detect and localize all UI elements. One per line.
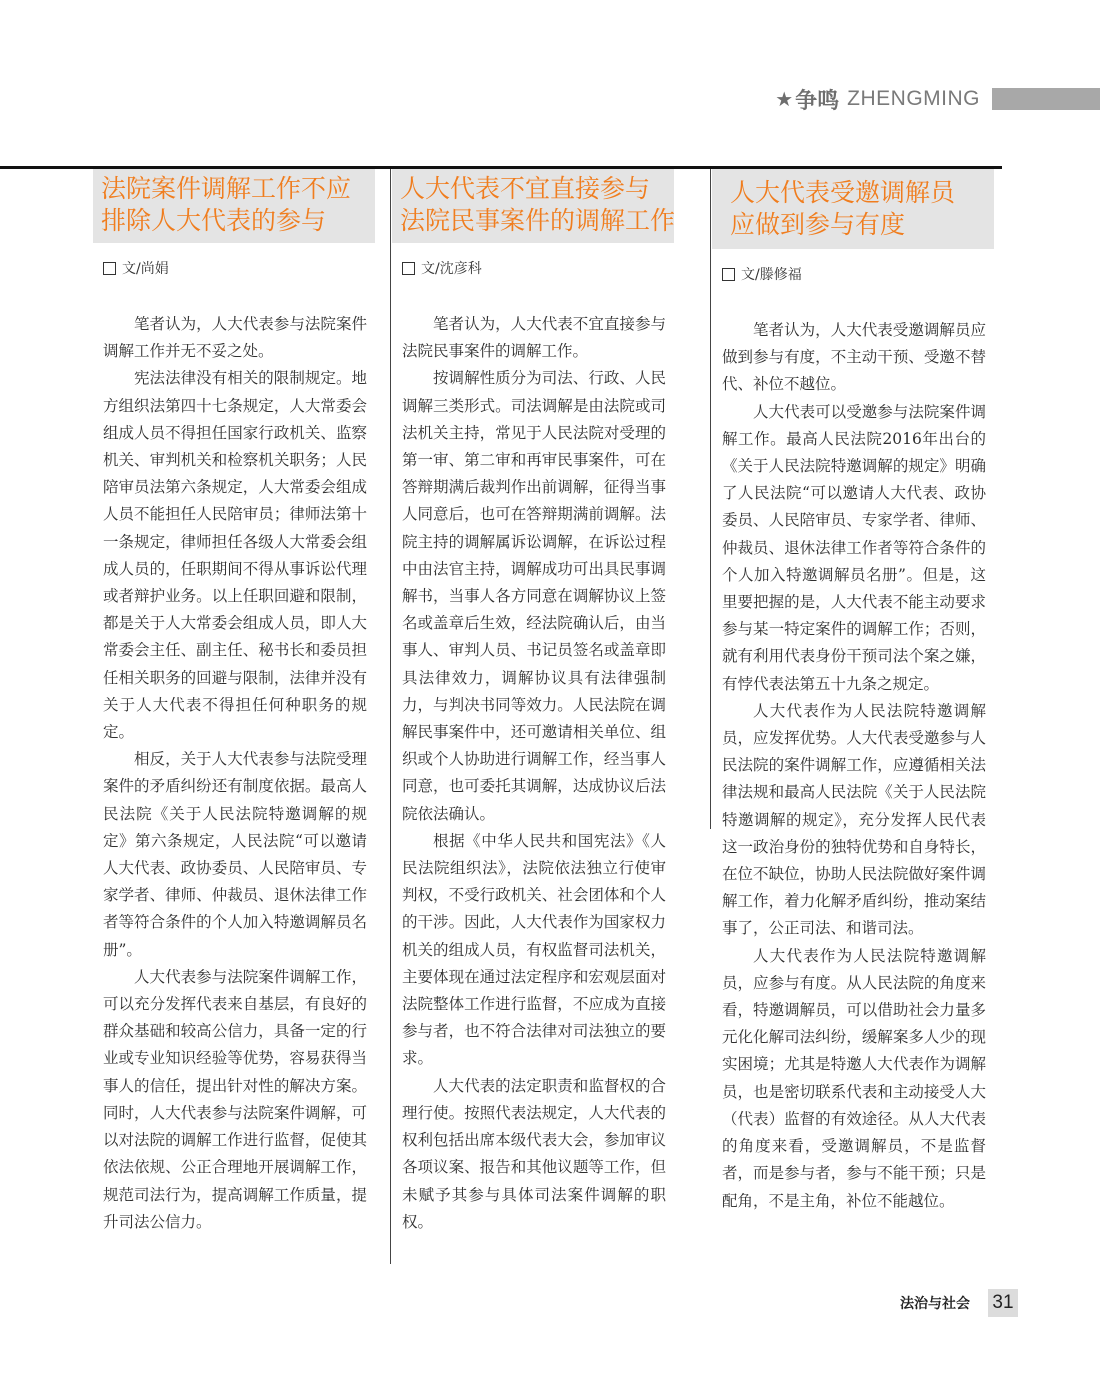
checkbox-square-icon xyxy=(402,262,415,275)
magazine-name: 法治与社会 xyxy=(900,1296,970,1312)
star-icon: ★ xyxy=(775,87,794,111)
paragraph: 笔者认为，人大代表受邀调解员应做到参与有度，不主动干预、受邀不替代、补位不越位。 xyxy=(722,321,986,394)
article-body xyxy=(93,311,375,1236)
page-number: 31 xyxy=(988,1289,1018,1317)
paragraph: 宪法法律没有相关的限制规定。地方组织法第四十七条规定，人大常委会组成人员不得担任国家行政机关、监察机关、审判机关和检察机关职务；人民陪审员法第六条规定，人大常委会组成人员不能担任人民陪审员；律师法第十一条规定，律师担任各级人大常委会组成人员的，任职期间不得从事诉讼代理或者辩护业务。以上任职回避和限制，都是关于人大常委会组成人员，即人大常委会主任、副主任、秘书长和委员担任相关职务的回避与限制，法律并没有关于人大代表不得担任何种职务的规定。 xyxy=(103,369,367,742)
article-body xyxy=(712,317,994,1215)
paragraph: 人大代表参与法院案件调解工作，可以充分发挥代表来自基层，有良好的群众基础和较高公信力，具备一定的行业或专业知识经验等优势，容易获得当事人的信任，提出针对性的解决方案。同时，人大代表参与法院案件调解，可以对法院的调解工作进行监督，促使其依法依规、公正合理地开展调解工作，规范司法行为，提高调解工作质量，提升司法公信力。 xyxy=(103,967,367,1231)
section-bar xyxy=(992,88,1100,110)
paragraph: 人大代表作为人民法院特邀调解员，应发挥优势。人大代表受邀参与人民法院的案件调解工作，应遵循相关法律法规和最高人民法院《关于人民法院特邀调解的规定》，充分发挥人民代表这一政治身份的独特优势和自身特长，在位不缺位，协助人民法院做好案件调解工作，着力化解矛盾纠纷，推动案结事了，公正司法、和谐司法。 xyxy=(722,701,986,938)
author: 文/沈彦科 xyxy=(421,261,482,277)
article-column-2 xyxy=(392,169,674,1236)
column-divider xyxy=(710,169,711,829)
page-footer xyxy=(900,1288,1018,1318)
paragraph: 相反，关于人大代表参与法院受理案件的矛盾纠纷还有制度依据。最高人民法院《关于人民法院特邀调解的规定》第六条规定，人民法院“可以邀请人大代表、政协委员、人民陪审员、专家学者、律师、仲裁员、退休法律工作者等符合条件的个人加入特邀调解员名册”。 xyxy=(103,750,367,959)
article-column-1 xyxy=(93,169,375,1236)
article-body xyxy=(392,311,674,1236)
article-title xyxy=(392,169,674,243)
paragraph: 笔者认为，人大代表不宜直接参与法院民事案件的调解工作。 xyxy=(402,315,666,361)
paragraph: 人大代表作为人民法院特邀调解员，应参与有度。从人民法院的角度来看，特邀调解员，可以借助社会力量多元化化解司法纠纷，缓解案多人少的现实困境；尤其是特邀人大代表作为调解员，也是密切联系代表和主动接受人大（代表）监督的有效途径。从人大代表的角度来看，受邀调解员，不是监督者，而是参与者，参与不能干预；只是配角，不是主角，补位不能越位。 xyxy=(722,946,986,1210)
title-line: 应做到参与有度 xyxy=(730,210,906,239)
title-line: 排除人大代表的参与 xyxy=(101,206,327,235)
byline xyxy=(93,257,375,279)
paragraph: 笔者认为，人大代表参与法院案件调解工作并无不妥之处。 xyxy=(103,315,367,361)
article-title xyxy=(712,169,994,249)
checkbox-square-icon xyxy=(103,262,116,275)
title-line: 人大代表不宜直接参与 xyxy=(400,174,651,203)
title-line: 人大代表受邀调解员 xyxy=(730,178,956,207)
section-header xyxy=(775,86,1100,112)
byline xyxy=(712,263,994,285)
section-name: 争鸣 xyxy=(795,88,840,114)
checkbox-square-icon xyxy=(722,268,735,281)
byline xyxy=(392,257,674,279)
paragraph: 人大代表的法定职责和监督权的合理行使。按照代表法规定，人大代表的权利包括出席本级代表大会，参加审议各项议案、报告和其他议题等工作，但未赋予其参与具体司法案件调解的职权。 xyxy=(402,1076,666,1231)
article-column-3 xyxy=(712,169,994,1215)
paragraph: 按调解性质分为司法、行政、人民调解三类形式。司法调解是由法院或司法机关主持，常见于人民法院对受理的第一审、第二审和再审民事案件，可在答辩期满后裁判作出前调解，征得当事人同意后，也可在答辩期满前调解。法院主持的调解属诉讼调解，在诉讼过程中由法官主持，调解成功可出具民事调解书，当事人各方同意在调解协议上签名或盖章后生效，经法院确认后，由当事人、审判人员、书记员签名或盖章即具法律效力，调解协议具有法律强制力，与判决书同等效力。人民法院在调解民事案件中，还可邀请相关单位、组织或个人协助进行调解工作，经当事人同意，也可委托其调解，达成协议后法院依法确认。 xyxy=(402,369,666,823)
title-line: 法院民事案件的调解工作 xyxy=(400,206,676,235)
paragraph: 人大代表可以受邀参与法院案件调解工作。最高人民法院2016年出台的《关于人民法院特邀调解的规定》明确了人民法院“可以邀请人大代表、政协委员、人民陪审员、专家学者、律师、仲裁员、退休法律工作者等符合条件的个人加入特邀调解员名册”。但是，这里要把握的是，人大代表不能主动要求参与某一特定案件的调解工作；否则，就有利用代表身份干预司法个案之嫌，有悖代表法第五十九条之规定。 xyxy=(722,402,986,693)
column-divider xyxy=(390,169,391,1264)
section-latin: ZHENGMING xyxy=(847,87,980,110)
article-title xyxy=(93,169,375,243)
paragraph: 根据《中华人民共和国宪法》《人民法院组织法》，法院依法独立行使审判权，不受行政机关、社会团体和个人的干涉。因此，人大代表作为国家权力机关的组成人员，有权监督司法机关，主要体现在通过法定程序和宏观层面对法院整体工作进行监督，不应成为直接参与者，也不符合法律对司法独立的要求。 xyxy=(402,831,666,1068)
title-line: 法院案件调解工作不应 xyxy=(101,174,352,203)
author: 文/尚娟 xyxy=(122,261,169,277)
author: 文/滕修福 xyxy=(741,267,802,283)
